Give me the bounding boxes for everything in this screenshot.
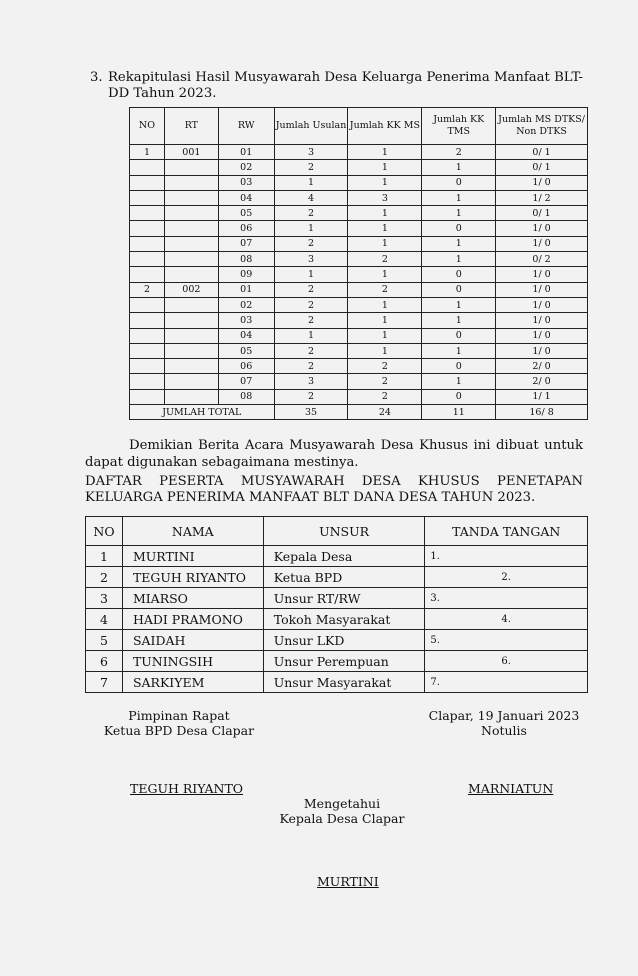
cell-jumlah-kk-tms: 0 <box>422 328 496 343</box>
cell-jumlah-ms-dtks: 1/ 0 <box>496 221 588 236</box>
header-nama: NAMA <box>122 517 263 546</box>
left-signatory-name: TEGUH RIYANTO <box>130 781 244 796</box>
cell-jumlah-usulan: 2 <box>274 343 348 358</box>
cell-jumlah-kk-ms: 1 <box>348 297 422 312</box>
table-row <box>130 282 588 297</box>
cell-jumlah-usulan: 1 <box>274 175 348 190</box>
cell-jumlah-kk-tms: 1 <box>422 374 496 389</box>
table-row <box>86 651 588 672</box>
header-no: NO <box>86 517 123 546</box>
cell-no <box>130 206 165 221</box>
signature-slot: 6. <box>425 651 588 672</box>
cell-jumlah-kk-ms: 1 <box>348 343 422 358</box>
participant-unsur: Ketua BPD <box>263 567 425 588</box>
cell-rt <box>164 328 218 343</box>
signature-slot: 1. <box>425 546 588 567</box>
cell-jumlah-kk-tms: 0 <box>422 267 496 282</box>
cell-no <box>130 221 165 236</box>
cell-jumlah-ms-dtks: 0/ 2 <box>496 252 588 267</box>
cell-rw: 06 <box>218 221 274 236</box>
section-title: Rekapitulasi Hasil Musyawarah Desa Keluarga Penerima Manfaat BLT-DD Tahun 2023. <box>108 70 583 101</box>
cell-rt <box>164 374 218 389</box>
table-row <box>130 252 588 267</box>
table-row <box>130 359 588 374</box>
closing-paragraph: Demikian Berita Acara Musyawarah Desa Khusus ini dibuat untuk dapat digunakan sebagaimana mestinya. <box>85 438 583 470</box>
table-row <box>130 313 588 328</box>
cell-jumlah-kk-tms: 0 <box>422 282 496 297</box>
participant-name: MURTINI <box>122 546 263 567</box>
cell-jumlah-ms-dtks: 2/ 0 <box>496 359 588 374</box>
table-row <box>130 389 588 404</box>
table-row <box>86 609 588 630</box>
participant-no: 3 <box>86 588 123 609</box>
recap-table-body <box>130 145 588 405</box>
recap-total-row <box>130 405 588 420</box>
section-heading <box>90 70 583 102</box>
header-rt: RT <box>164 108 218 145</box>
cell-no <box>130 313 165 328</box>
cell-jumlah-usulan: 2 <box>274 389 348 404</box>
cell-rt <box>164 206 218 221</box>
table-row <box>130 343 588 358</box>
cell-rt: 002 <box>164 282 218 297</box>
cell-rt <box>164 267 218 282</box>
table-row <box>86 630 588 651</box>
table-row <box>130 267 588 282</box>
total-label: JUMLAH TOTAL <box>130 405 275 420</box>
total-ms: 24 <box>348 405 422 420</box>
cell-jumlah-ms-dtks: 0/ 1 <box>496 206 588 221</box>
header-unsur: UNSUR <box>263 517 425 546</box>
table-row <box>130 160 588 175</box>
cell-jumlah-usulan: 1 <box>274 267 348 282</box>
right-signature-block <box>424 708 584 738</box>
participant-no: 2 <box>86 567 123 588</box>
participant-unsur: Unsur Masyarakat <box>263 672 425 693</box>
cell-rw: 02 <box>218 160 274 175</box>
participant-no: 1 <box>86 546 123 567</box>
cell-jumlah-usulan: 2 <box>274 359 348 374</box>
table-row <box>86 546 588 567</box>
participant-no: 4 <box>86 609 123 630</box>
header-jumlah-usulan: Jumlah Usulan <box>274 108 348 145</box>
left-signature-position: Ketua BPD Desa Clapar <box>103 723 255 738</box>
cell-jumlah-ms-dtks: 1/ 1 <box>496 389 588 404</box>
total-dtks: 16/ 8 <box>496 405 588 420</box>
cell-jumlah-kk-tms: 1 <box>422 190 496 205</box>
cell-jumlah-usulan: 2 <box>274 236 348 251</box>
header-tanda-tangan: TANDA TANGAN <box>425 517 588 546</box>
cell-rt <box>164 343 218 358</box>
cell-rw: 08 <box>218 252 274 267</box>
table-row <box>130 328 588 343</box>
cell-jumlah-ms-dtks: 1/ 0 <box>496 267 588 282</box>
cell-rt <box>164 359 218 374</box>
center-signatory-name: MURTINI <box>317 874 379 889</box>
cell-no: 1 <box>130 145 165 160</box>
cell-jumlah-ms-dtks: 1/ 0 <box>496 236 588 251</box>
cell-jumlah-kk-ms: 1 <box>348 145 422 160</box>
header-jumlah-kk-tms: Jumlah KK TMS <box>422 108 496 145</box>
cell-rt <box>164 236 218 251</box>
cell-jumlah-ms-dtks: 0/ 1 <box>496 145 588 160</box>
cell-jumlah-usulan: 2 <box>274 282 348 297</box>
cell-jumlah-kk-ms: 2 <box>348 282 422 297</box>
signature-slot: 2. <box>425 567 588 588</box>
cell-jumlah-usulan: 2 <box>274 206 348 221</box>
cell-rt <box>164 252 218 267</box>
header-no: NO <box>130 108 165 145</box>
signature-slot: 3. <box>425 588 588 609</box>
signature-slot: 7. <box>425 672 588 693</box>
table-row <box>130 175 588 190</box>
right-signatory-name: MARNIATUN <box>468 781 554 796</box>
left-signature-role: Pimpinan Rapat <box>128 708 230 723</box>
cell-jumlah-usulan: 4 <box>274 190 348 205</box>
cell-rw: 09 <box>218 267 274 282</box>
cell-rw: 04 <box>218 328 274 343</box>
cell-no <box>130 267 165 282</box>
table-row <box>130 145 588 160</box>
cell-jumlah-kk-tms: 1 <box>422 252 496 267</box>
cell-no: 2 <box>130 282 165 297</box>
cell-jumlah-kk-tms: 1 <box>422 160 496 175</box>
cell-jumlah-kk-tms: 1 <box>422 236 496 251</box>
cell-rt: 001 <box>164 145 218 160</box>
cell-rw: 05 <box>218 206 274 221</box>
cell-jumlah-kk-tms: 1 <box>422 313 496 328</box>
header-jumlah-kk-ms: Jumlah KK MS <box>348 108 422 145</box>
cell-jumlah-kk-ms: 1 <box>348 221 422 236</box>
right-signature-role: Notulis <box>481 723 527 738</box>
cell-jumlah-kk-tms: 1 <box>422 206 496 221</box>
table-row <box>130 297 588 312</box>
cell-no <box>130 328 165 343</box>
cell-jumlah-kk-ms: 1 <box>348 328 422 343</box>
cell-jumlah-ms-dtks: 1/ 0 <box>496 175 588 190</box>
participant-no: 5 <box>86 630 123 651</box>
cell-rt <box>164 221 218 236</box>
header-jumlah-ms-dtks: Jumlah MS DTKS/ Non DTKS <box>496 108 588 145</box>
cell-no <box>130 374 165 389</box>
left-signature-block <box>100 708 258 738</box>
cell-jumlah-kk-ms: 1 <box>348 236 422 251</box>
cell-jumlah-ms-dtks: 1/ 0 <box>496 343 588 358</box>
cell-jumlah-ms-dtks: 0/ 1 <box>496 160 588 175</box>
recap-table <box>129 107 588 420</box>
cell-no <box>130 236 165 251</box>
cell-jumlah-kk-tms: 2 <box>422 145 496 160</box>
cell-jumlah-kk-tms: 0 <box>422 221 496 236</box>
participant-name: TUNINGSIH <box>122 651 263 672</box>
cell-jumlah-usulan: 3 <box>274 145 348 160</box>
cell-rw: 08 <box>218 389 274 404</box>
right-signature-date: Clapar, 19 Januari 2023 <box>428 708 580 723</box>
section-number: 3. <box>90 70 103 85</box>
participant-no: 6 <box>86 651 123 672</box>
cell-no <box>130 389 165 404</box>
participant-unsur: Tokoh Masyarakat <box>263 609 425 630</box>
table-row <box>86 588 588 609</box>
cell-no <box>130 175 165 190</box>
cell-rt <box>164 160 218 175</box>
table-row <box>86 567 588 588</box>
signature-slot: 4. <box>425 609 588 630</box>
cell-jumlah-usulan: 2 <box>274 160 348 175</box>
header-rw: RW <box>218 108 274 145</box>
cell-rt <box>164 175 218 190</box>
cell-jumlah-kk-ms: 2 <box>348 389 422 404</box>
cell-jumlah-ms-dtks: 1/ 0 <box>496 328 588 343</box>
participant-unsur: Unsur Perempuan <box>263 651 425 672</box>
total-tms: 11 <box>422 405 496 420</box>
cell-jumlah-ms-dtks: 1/ 0 <box>496 282 588 297</box>
cell-jumlah-ms-dtks: 2/ 0 <box>496 374 588 389</box>
table-row <box>130 236 588 251</box>
table-row <box>86 672 588 693</box>
cell-jumlah-kk-ms: 1 <box>348 175 422 190</box>
cell-rw: 01 <box>218 145 274 160</box>
table-row <box>130 374 588 389</box>
table-row <box>130 206 588 221</box>
cell-rt <box>164 313 218 328</box>
center-signature-label: Mengetahui <box>303 796 381 811</box>
cell-jumlah-kk-tms: 0 <box>422 359 496 374</box>
cell-jumlah-kk-tms: 1 <box>422 343 496 358</box>
cell-jumlah-kk-ms: 3 <box>348 190 422 205</box>
cell-no <box>130 359 165 374</box>
cell-jumlah-kk-ms: 2 <box>348 359 422 374</box>
cell-jumlah-usulan: 3 <box>274 374 348 389</box>
participant-unsur: Unsur RT/RW <box>263 588 425 609</box>
signature-slot: 5. <box>425 630 588 651</box>
cell-no <box>130 252 165 267</box>
participants-table-header <box>86 517 588 546</box>
participant-no: 7 <box>86 672 123 693</box>
cell-jumlah-usulan: 1 <box>274 221 348 236</box>
participant-name: HADI PRAMONO <box>122 609 263 630</box>
cell-jumlah-kk-ms: 2 <box>348 374 422 389</box>
cell-rw: 04 <box>218 190 274 205</box>
cell-jumlah-kk-tms: 0 <box>422 389 496 404</box>
cell-jumlah-kk-ms: 1 <box>348 206 422 221</box>
cell-jumlah-ms-dtks: 1/ 2 <box>496 190 588 205</box>
cell-jumlah-ms-dtks: 1/ 0 <box>496 313 588 328</box>
cell-jumlah-usulan: 2 <box>274 297 348 312</box>
cell-jumlah-usulan: 2 <box>274 313 348 328</box>
cell-rw: 03 <box>218 313 274 328</box>
cell-rw: 03 <box>218 175 274 190</box>
cell-rt <box>164 297 218 312</box>
cell-no <box>130 343 165 358</box>
total-usulan: 35 <box>274 405 348 420</box>
cell-jumlah-usulan: 1 <box>274 328 348 343</box>
cell-no <box>130 297 165 312</box>
cell-jumlah-kk-ms: 1 <box>348 267 422 282</box>
cell-jumlah-kk-ms: 2 <box>348 252 422 267</box>
cell-jumlah-kk-ms: 1 <box>348 160 422 175</box>
cell-rw: 05 <box>218 343 274 358</box>
cell-jumlah-kk-tms: 1 <box>422 297 496 312</box>
cell-rw: 06 <box>218 359 274 374</box>
cell-rw: 01 <box>218 282 274 297</box>
participants-table-body <box>86 546 588 693</box>
center-signature-position: Kepala Desa Clapar <box>279 811 405 826</box>
cell-no <box>130 190 165 205</box>
participant-name: TEGUH RIYANTO <box>122 567 263 588</box>
participant-name: SAIDAH <box>122 630 263 651</box>
center-signature-block <box>242 796 442 826</box>
cell-no <box>130 160 165 175</box>
cell-rt <box>164 190 218 205</box>
cell-jumlah-ms-dtks: 1/ 0 <box>496 297 588 312</box>
recap-table-header <box>130 108 588 145</box>
cell-rw: 02 <box>218 297 274 312</box>
participants-table <box>85 516 588 693</box>
participant-unsur: Unsur LKD <box>263 630 425 651</box>
cell-jumlah-kk-ms: 1 <box>348 313 422 328</box>
cell-jumlah-kk-tms: 0 <box>422 175 496 190</box>
table-row <box>130 221 588 236</box>
cell-jumlah-usulan: 3 <box>274 252 348 267</box>
participant-name: SARKIYEM <box>122 672 263 693</box>
participant-unsur: Kepala Desa <box>263 546 425 567</box>
table-row <box>130 190 588 205</box>
cell-rw: 07 <box>218 236 274 251</box>
participant-list-title: DAFTAR PESERTA MUSYAWARAH DESA KHUSUS PENETAPAN KELUARGA PENERIMA MANFAAT BLT DANA DESA TAHUN 2023. <box>85 474 583 505</box>
cell-rw: 07 <box>218 374 274 389</box>
participant-name: MIARSO <box>122 588 263 609</box>
cell-rt <box>164 389 218 404</box>
